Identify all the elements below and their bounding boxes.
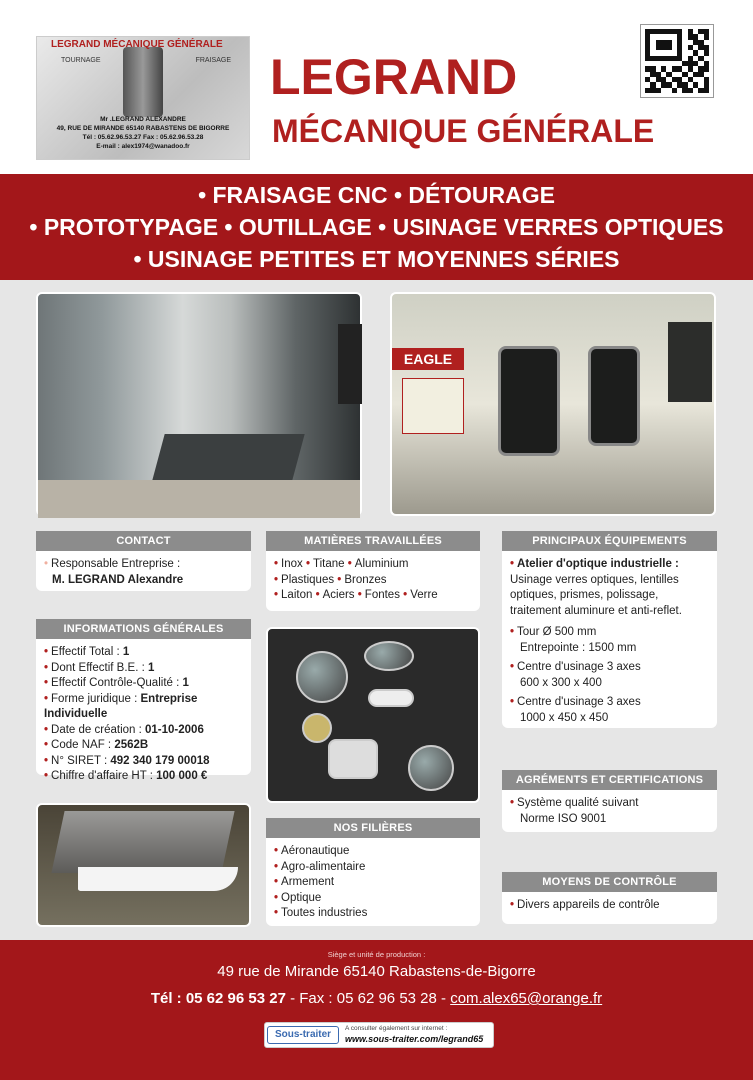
cert-text: Système qualité suivant [517, 797, 639, 809]
info-label: Dont Effectif B.E. : [51, 661, 148, 674]
metal-block [51, 811, 234, 873]
info-value: 2562B [114, 739, 149, 751]
certifications-title: AGRÉMENTS ET CERTIFICATIONS [502, 770, 717, 790]
material-item: Bronzes [344, 573, 387, 586]
info-label: Effectif Total : [51, 646, 123, 658]
card-right-label: FRAISAGE [195, 57, 231, 64]
machine-table [151, 434, 304, 484]
equipment-spec: 600 x 300 x 400 [520, 676, 602, 689]
equipment-item [510, 660, 709, 691]
sector-item [274, 875, 472, 891]
info-row [44, 723, 243, 739]
bullet-icon: • [312, 589, 320, 601]
footer-address: 49 rue de Mirande 65140 Rabastens-de-Bigorre [217, 963, 536, 980]
milling-tool-graphic [123, 47, 163, 117]
control-panel [338, 324, 362, 404]
equipment-list [510, 625, 709, 726]
sector-label: Toutes industries [281, 907, 368, 919]
qr-module [704, 88, 709, 93]
services-line-3: • USINAGE PETITES ET MOYENNES SÉRIES [133, 246, 620, 272]
bullet-icon: • [510, 626, 515, 638]
lens-shape [364, 641, 414, 671]
info-label: Effectif Contrôle-Qualité : [51, 677, 183, 689]
sectors-box [266, 818, 480, 926]
bullet-icon: • [510, 696, 515, 708]
bullet-icon: • [274, 891, 279, 904]
bullet-icon: • [510, 558, 515, 570]
info-row [44, 676, 243, 692]
machined-parts-photo [36, 803, 251, 927]
footer-contact [0, 990, 753, 1007]
bullet-icon: • [274, 573, 279, 586]
equipment-line [510, 625, 709, 641]
sous-traiter-logo: Sous-traiter [267, 1026, 339, 1044]
business-card-image [36, 36, 250, 160]
bullet-icon: • [274, 876, 279, 888]
material-item: Fontes [364, 589, 400, 601]
info-value: 1 [147, 661, 155, 674]
info-value: Entreprise Individuelle [44, 692, 198, 720]
control-panel [668, 322, 712, 402]
equipment-line [510, 695, 709, 711]
brand-subtitle: MÉCANIQUE GÉNÉRALE [272, 113, 655, 149]
equipment-line [510, 660, 709, 676]
card-address: 49, RUE DE MIRANDE 65140 RABASTENS DE BIGORRE [56, 125, 230, 132]
bullet-icon: • [44, 677, 49, 689]
services-line-1: • FRAISAGE CNC • DÉTOURAGE [198, 182, 555, 208]
contact-label-row [44, 557, 243, 573]
materials-row [274, 557, 472, 573]
info-label: Forme juridique : [51, 692, 141, 705]
info-row [44, 769, 243, 785]
equipment-title: PRINCIPAUX ÉQUIPEMENTS [502, 531, 717, 551]
equipment-name: Centre d'usinage 3 axes [517, 696, 641, 708]
card-title: LEGRAND MÉCANIQUE GÉNÉRALE [51, 39, 223, 50]
cnc-machine-photo [36, 292, 362, 516]
bullet-icon: • [510, 797, 515, 809]
footer-fax: - Fax : 05 62 96 53 28 - [285, 990, 451, 1007]
bullet-icon: • [354, 589, 362, 601]
bullet-icon: • [274, 845, 279, 857]
bullet-icon: • [274, 558, 279, 570]
sous-traiter-caption: A consulter également sur internet : [345, 1025, 448, 1032]
card-email: E-mail : alex1974@wanadoo.fr [96, 143, 190, 150]
material-item: Titane [313, 558, 345, 570]
sector-label: Aéronautique [281, 845, 350, 857]
sector-label: Armement [281, 876, 335, 888]
bullet-icon: • [302, 558, 311, 570]
general-info-box [36, 619, 251, 782]
material-item: Aluminium [354, 558, 409, 570]
sectors-title: NOS FILIÈRES [266, 818, 480, 838]
bullet-icon: • [510, 899, 515, 911]
bullet-icon: • [44, 692, 49, 705]
info-row [44, 661, 243, 677]
material-item: Plastiques [281, 573, 335, 586]
info-row [44, 754, 243, 770]
equipment-spec: Entrepointe : 1500 mm [520, 641, 637, 654]
machine-base [38, 480, 360, 518]
card-details [37, 115, 249, 151]
info-label: Chiffre d'affaire HT : [51, 770, 157, 782]
info-row [44, 738, 243, 754]
bullet-icon: • [274, 907, 279, 919]
footer-email-link[interactable]: com.alex65@orange.fr [450, 990, 603, 1007]
card-left-label: TOURNAGE [61, 57, 101, 64]
material-item: Aciers [322, 589, 355, 601]
info-label: Date de création : [51, 723, 146, 736]
materials-title: MATIÈRES TRAVAILLÉES [266, 531, 480, 551]
bullet-icon: • [274, 589, 279, 601]
bullet-icon: • [44, 723, 49, 736]
sector-label: Optique [281, 891, 322, 904]
qr-code-icon[interactable] [640, 24, 714, 98]
footer-tel: Tél : 05 62 96 53 27 [150, 990, 286, 1007]
contact-title: CONTACT [36, 531, 251, 551]
info-list [36, 639, 251, 791]
material-item: Verre [410, 589, 438, 601]
sector-item [274, 891, 472, 907]
services-banner [0, 174, 753, 280]
info-label: Code NAF : [51, 739, 115, 751]
contact-box [36, 531, 251, 591]
white-blade-part [78, 867, 238, 891]
bullet-icon: • [44, 661, 49, 674]
info-label: N° SIRET : [51, 754, 111, 767]
cert-line-1 [510, 796, 709, 812]
bullet-icon: • [510, 661, 515, 673]
bullet-icon: • [44, 646, 49, 658]
info-title: INFORMATIONS GÉNÉRALES [36, 619, 251, 639]
sector-label: Agro-alimentaire [281, 860, 366, 873]
lens-shape [408, 745, 454, 791]
machining-center-photo [390, 292, 716, 516]
equipment-box [502, 531, 717, 728]
contact-label: Responsable Entreprise : [51, 558, 181, 570]
sector-item [274, 906, 472, 922]
bullet-icon: • [334, 573, 342, 586]
lens-shape [296, 651, 348, 703]
footer [0, 940, 753, 1080]
bullet-icon: • [44, 754, 49, 767]
bullet-icon: • [274, 860, 279, 873]
material-item: Inox [281, 558, 303, 570]
atelier-text: Usinage verres optiques, lentilles optiques, prismes, polissage, traitement aluminure et anti-reflet. [510, 573, 682, 617]
bullet-icon: • [44, 558, 49, 570]
control-means-box [502, 872, 717, 924]
control-means-item [510, 898, 709, 914]
prism-shape [368, 689, 414, 707]
info-value: 1 [122, 646, 130, 658]
equipment-spec: 1000 x 450 x 450 [520, 711, 609, 724]
atelier-title: Atelier d'optique industrielle : [517, 558, 679, 570]
brand-title: LEGRAND [270, 49, 518, 105]
machine-brand-label: EAGLE [392, 348, 464, 370]
contact-name: M. LEGRAND Alexandre [52, 573, 184, 586]
materials-row [274, 588, 472, 604]
info-value: 100 000 € [156, 770, 208, 782]
warning-sign [402, 378, 464, 434]
footer-caption: Siège et unité de production : [327, 950, 426, 959]
prism-shape [328, 739, 378, 779]
bullet-icon: • [44, 739, 49, 751]
info-value: 492 340 179 00018 [110, 754, 210, 767]
certifications-box [502, 770, 717, 832]
card-name: Mr .LEGRAND ALEXANDRE [100, 116, 186, 123]
bullet-icon: • [344, 558, 352, 570]
cert-line-2: Norme ISO 9001 [520, 812, 607, 825]
equipment-name: Centre d'usinage 3 axes [517, 661, 641, 673]
equipment-item [510, 625, 709, 656]
sous-traiter-url[interactable]: www.sous-traiter.com/legrand65 [345, 1034, 484, 1044]
machine-door-window [588, 346, 640, 446]
header [0, 0, 753, 174]
info-value: 1 [182, 677, 189, 689]
info-value: 01-10-2006 [145, 723, 204, 736]
sector-item [274, 860, 472, 876]
materials-box [266, 531, 480, 611]
info-row [44, 692, 243, 723]
machine-door-window [498, 346, 560, 456]
materials-list [266, 551, 480, 610]
atelier-row [510, 557, 709, 573]
sectors-list [266, 838, 480, 928]
material-item: Laiton [281, 589, 313, 601]
lens-shape [302, 713, 332, 743]
sous-traiter-link[interactable] [264, 1022, 494, 1048]
equipment-item [510, 695, 709, 726]
materials-row [274, 573, 472, 589]
optical-lenses-photo [266, 627, 480, 803]
control-means-text: Divers appareils de contrôle [517, 899, 660, 911]
bullet-icon: • [399, 589, 408, 601]
services-line-2: • PROTOTYPAGE • OUTILLAGE • USINAGE VERRES OPTIQUES [29, 214, 724, 240]
sector-item [274, 844, 472, 860]
bullet-icon: • [44, 770, 49, 782]
control-means-title: MOYENS DE CONTRÔLE [502, 872, 717, 892]
equipment-name: Tour Ø 500 mm [517, 626, 597, 638]
card-phones: Tél : 05.62.96.53.27 Fax : 05.62.96.53.28 [82, 134, 204, 141]
info-row [44, 645, 243, 661]
